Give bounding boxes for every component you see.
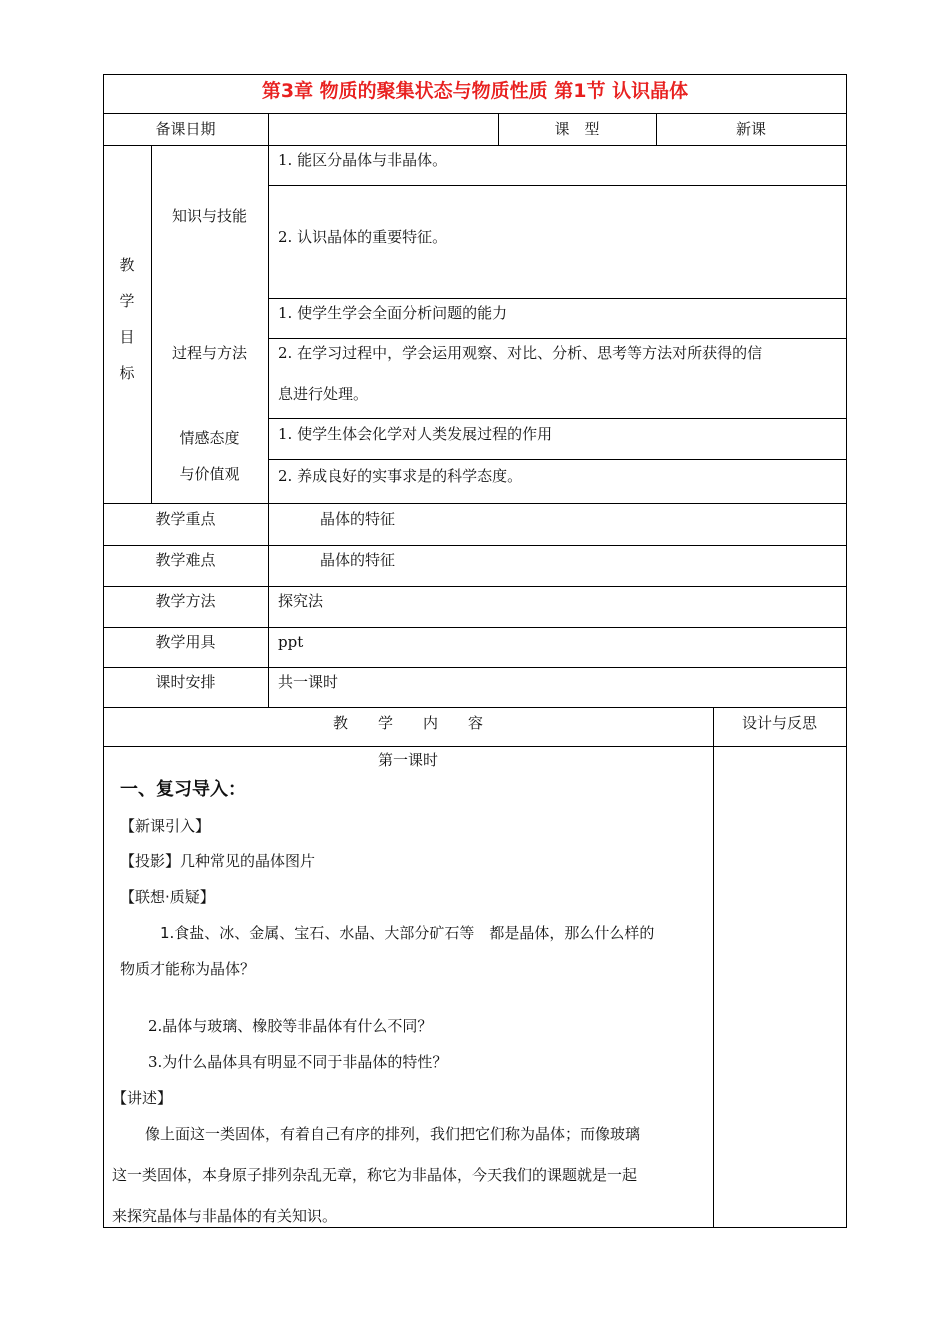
- content-header: 教 学 内 容: [332, 714, 483, 732]
- lesson-number: 第一课时: [377, 751, 438, 769]
- knowledge-item: 1. 能区分晶体与非晶体。: [278, 151, 448, 169]
- method-label: 教学方法: [155, 592, 216, 610]
- emotion-label: 与价值观: [179, 465, 240, 483]
- lecture-line: 这一类固体，本身原子排列杂乱无章，称它为非晶体，今天我们的课题就是一起: [112, 1166, 638, 1184]
- lecture-line: 来探究晶体与非晶体的有关知识。: [112, 1207, 338, 1225]
- process-label: 过程与方法: [171, 344, 247, 362]
- question-2: 2.晶体与玻璃、橡胶等非晶体有什么不同？: [148, 1017, 433, 1035]
- tools-label: 教学用具: [155, 633, 216, 651]
- objectives-label-char: 学: [119, 292, 135, 310]
- process-item: 1. 使学生学会全面分析问题的能力: [278, 304, 508, 322]
- schedule-label: 课时安排: [155, 673, 216, 691]
- type-value: 新课: [735, 120, 766, 138]
- knowledge-item: 2. 认识晶体的重要特征。: [278, 228, 448, 246]
- emotion-item: 2. 养成良好的实事求是的科学态度。: [278, 467, 523, 485]
- page-title: 第3章 物质的聚集状态与物质性质 第1节 认识晶体: [261, 80, 689, 102]
- reflection-header: 设计与反思: [741, 714, 817, 732]
- question-1-cont: 物质才能称为晶体？: [120, 960, 256, 978]
- tag-lecture: 【讲述】: [112, 1089, 173, 1107]
- date-label: 备课日期: [155, 120, 216, 138]
- emotion-label: 情感态度: [179, 429, 240, 447]
- tag-question: 【联想·质疑】: [120, 888, 215, 906]
- lecture-line: 像上面这一类固体，有着自己有序的排列，我们把它们称为晶体；而像玻璃: [145, 1125, 641, 1143]
- objectives-label-char: 标: [119, 364, 135, 382]
- schedule-value: 共一课时: [278, 673, 339, 691]
- tools-value: ppt: [278, 633, 304, 651]
- key-points-value: 晶体的特征: [320, 510, 396, 528]
- method-value: 探究法: [278, 592, 324, 610]
- knowledge-label: 知识与技能: [171, 207, 247, 225]
- section-heading: 一、复习导入：: [120, 779, 246, 800]
- tag-projection: 【投影】几种常见的晶体图片: [120, 852, 316, 870]
- tag-intro: 【新课引入】: [120, 817, 211, 835]
- emotion-item: 1. 使学生体会化学对人类发展过程的作用: [278, 425, 553, 443]
- type-label: 课 型: [554, 120, 600, 138]
- question-1: 1.食盐、冰、金属、宝石、水晶、大部分矿石等 都是晶体，那么什么样的: [160, 924, 655, 942]
- objectives-label-char: 目: [119, 328, 135, 346]
- objectives-label-char: 教: [119, 256, 135, 274]
- process-item: 息进行处理。: [278, 385, 369, 403]
- question-3: 3.为什么晶体具有明显不同于非晶体的特性？: [148, 1053, 448, 1071]
- difficulty-value: 晶体的特征: [320, 551, 396, 569]
- key-points-label: 教学重点: [155, 510, 216, 528]
- process-item: 2. 在学习过程中，学会运用观察、对比、分析、思考等方法对所获得的信: [278, 344, 763, 362]
- difficulty-label: 教学难点: [155, 551, 216, 569]
